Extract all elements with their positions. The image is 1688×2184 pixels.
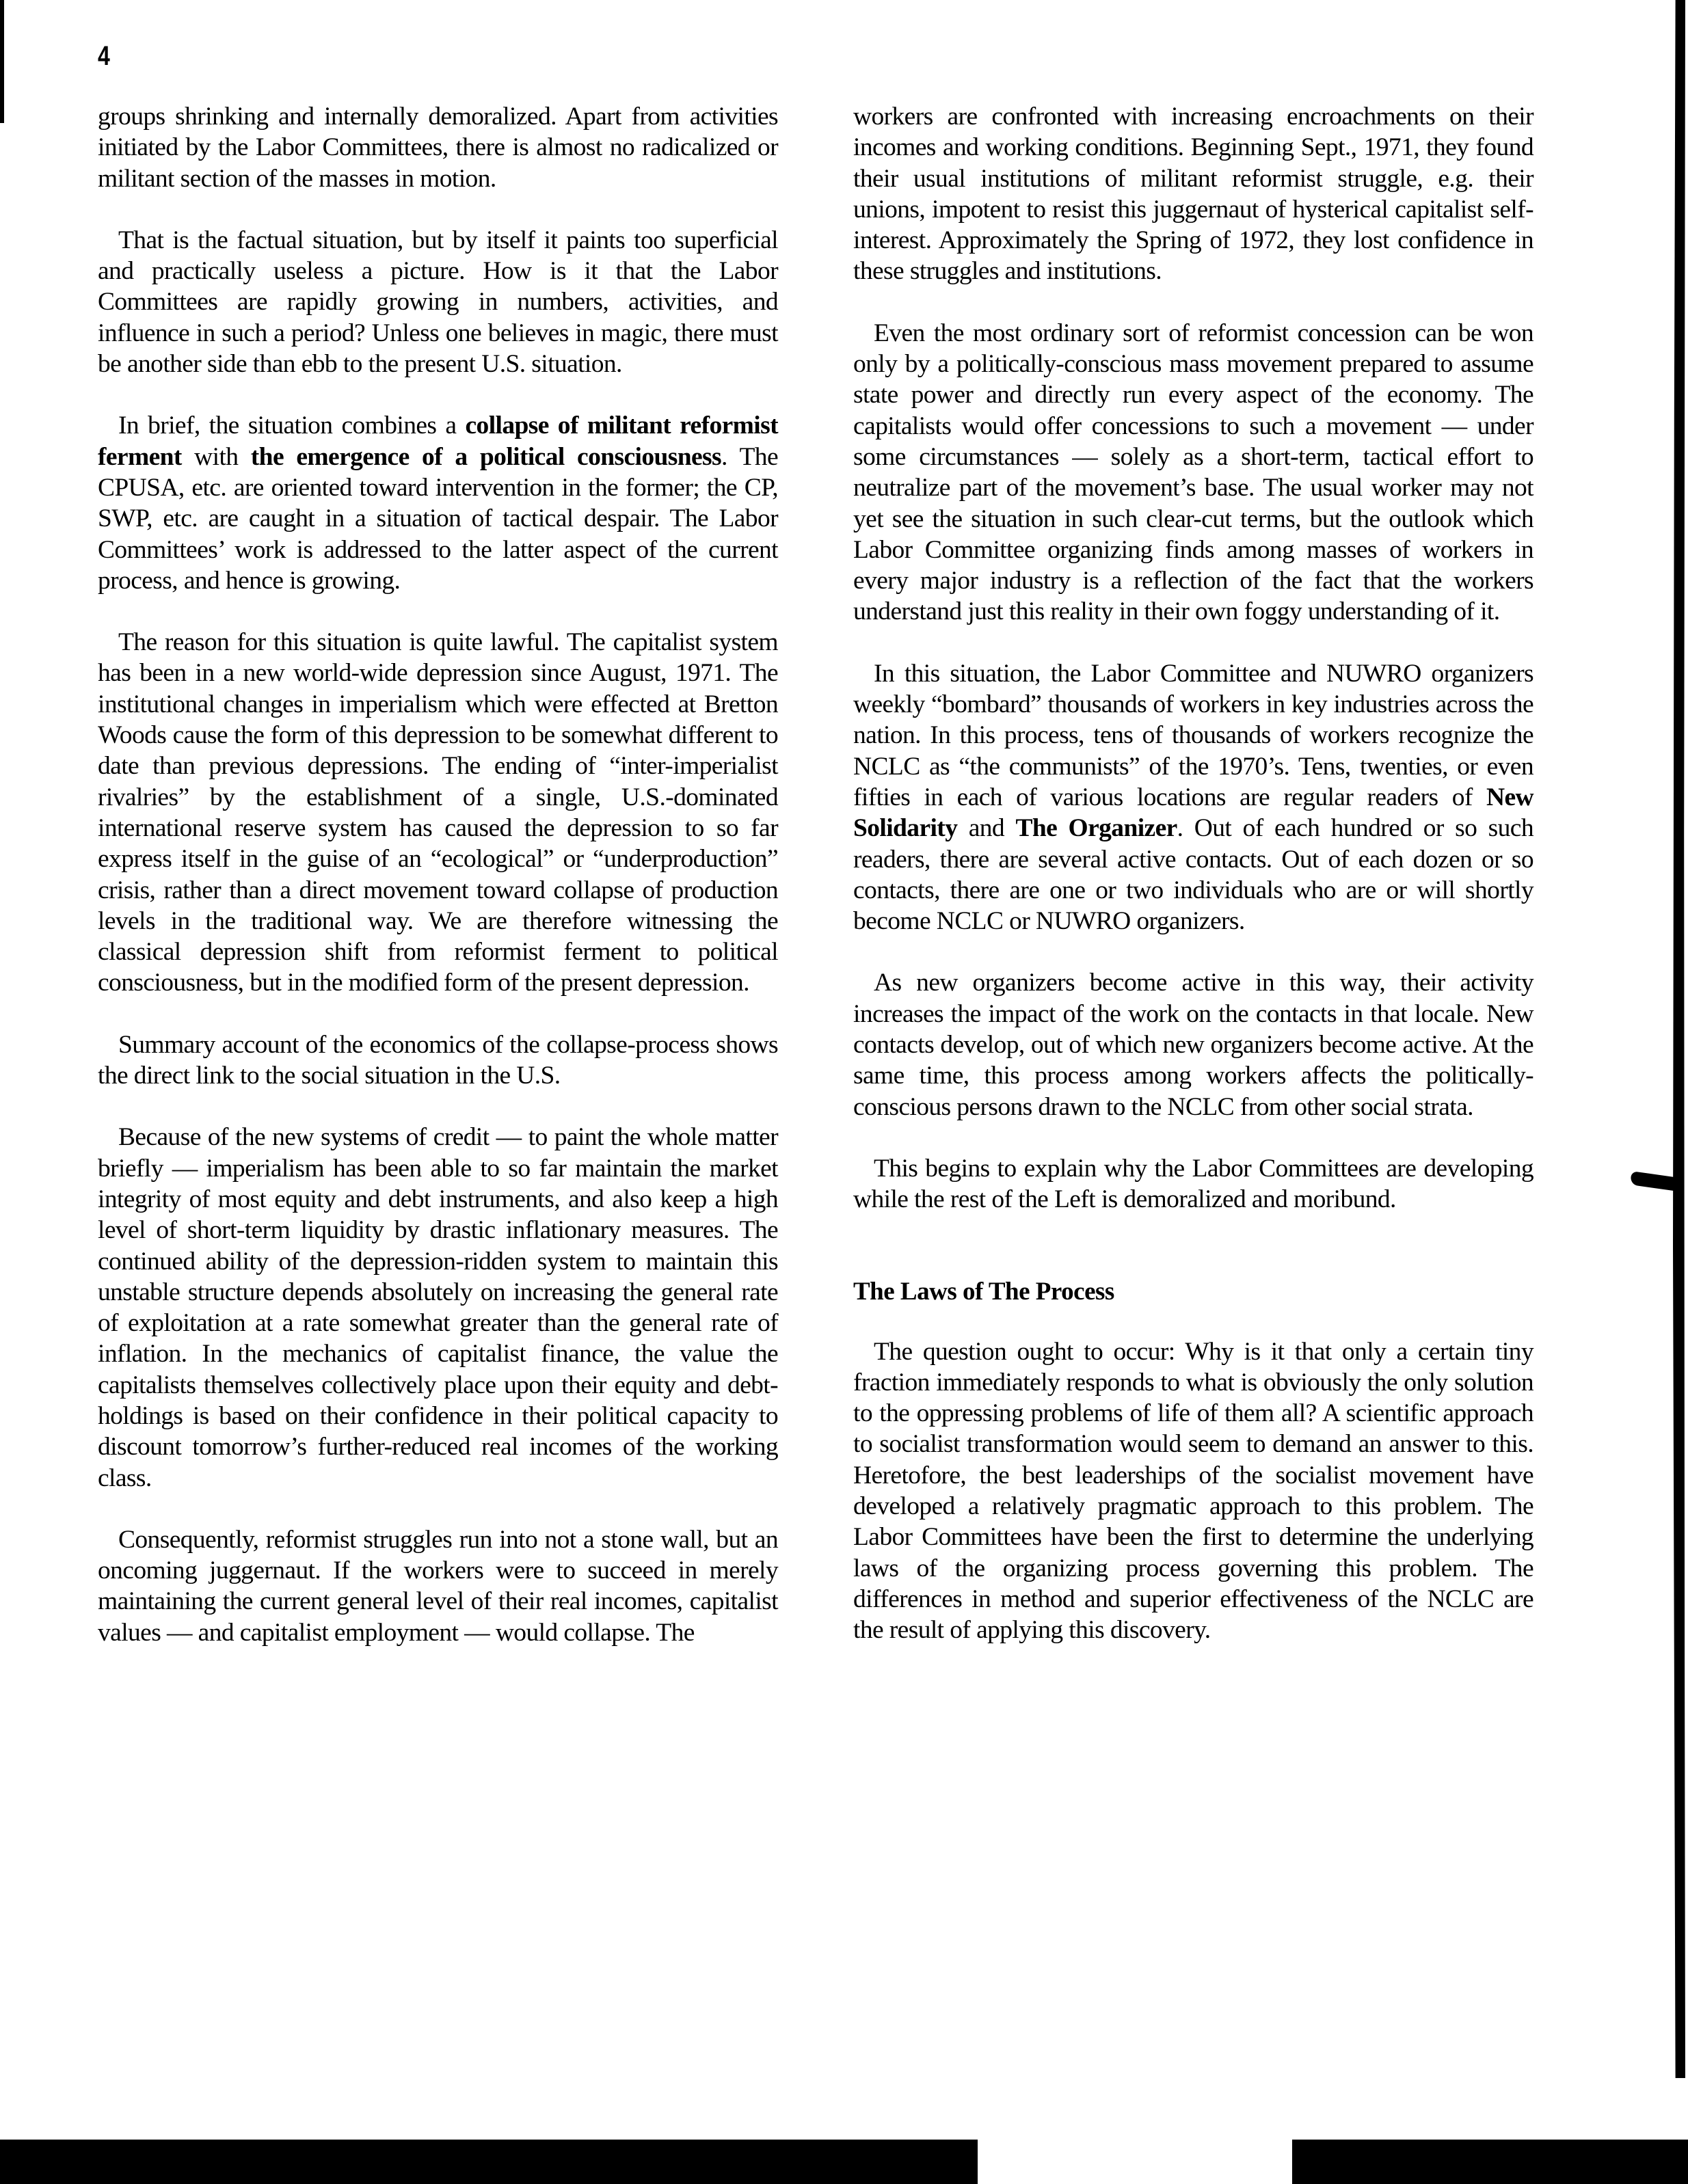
publication-title: New Solidarity	[853, 783, 1533, 843]
paragraph: The reason for this situation is quite lawful. The capitalist system has been in a new world-wide depression since August, 1971. The institutional changes in imperialism which were effected at Bretton Woods cause the form of this depression to be somewhat different to date than previous depressions. The ending of “inter-imperialist rivalries” by the establishment of a single, U.S.-dominated international reserve system has caused the depression to so far express itself in the guise of an “ecological” or “underproduction” crisis, rather than a direct movement toward collapse of production levels in the traditional way. We are therefore witnessing the classical depression shift from reformist ferment to political consciousness, but in the modified form of the present depression.	[98, 628, 778, 997]
emphasis-text: collapse of militant reformist ferment	[98, 412, 778, 471]
paragraph: groups shrinking and internally demoralized. Apart from activities initiated by the Labor Committees, there is almost no radicalized or militant section of the masses in motion.	[98, 103, 778, 193]
paragraph: Even the most ordinary sort of reformist concession can be won only by a politically-conscious mass movement prepared to assume state power and directly run every aspect of the economy. The capitalists would offer concessions to such a movement — under some circumstances — solely as a short-term, tactical effort to neutralize part of the movement’s base. The usual worker may not yet see the situation in such clear-cut terms, but the outlook which Labor Committee organizing finds among masses of workers in every major industry is a reflection of the fact that the workers understand just this reality in their own foggy understanding of it.	[853, 319, 1533, 626]
text-run: . Out of each hundred or so such readers, there are several active contacts. Out of each dozen or so contacts, there are one or two individuals who are or will shortly become NCLC or NUWRO organizers.	[853, 814, 1533, 936]
paragraph: Because of the new systems of credit — to paint the whole matter briefly — imperialism has been able to so far maintain the market integrity of most equity and debt instruments, and also keep a high level of short-term liquidity by drastic inflationary measures. The continued ability of the depression-ridden system to maintain this unstable structure depends absolutely on increasing the general rate of exploitation at a rate somewhat greater than the general rate of inflation. In the mechanics of capitalist finance, the value the capitalists themselves collectively place upon their equity and debt-holdings is based on their confidence in their political capacity to discount tomorrow’s further-reduced real incomes of the working class.	[98, 1123, 778, 1492]
paragraph: That is the factual situation, but by itself it paints too superficial and practically useless a picture. How is it that the Labor Committees are rapidly growing in numbers, activities, and influence in such a period? Unless one believes in magic, there must be another side than ebb to the present U.S. situation.	[98, 226, 778, 379]
paragraph: workers are confronted with increasing encroachments on their incomes and working conditions. Beginning Sept., 1971, they found their usual institutions of militant reformist struggle, e.g. their unions, impotent to resist this juggernaut of hysterical capitalist self-interest. Approximately the Spring of 1972, they lost confidence in these struggles and institutions.	[853, 103, 1533, 286]
text-run: . The CPUSA, etc. are oriented toward intervention in the former; the CP, SWP, etc. are caught in a situation of tactical despair. The Labor Committees’ work is addressed to the latter aspect of the current process, and hence is growing.	[98, 442, 778, 595]
scan-binding-clip	[1630, 1171, 1679, 1191]
paragraph: Consequently, reformist struggles run into not a stone wall, but an oncoming juggernaut. If the workers were to succeed in merely maintaining the current general level of their real incomes, capitalist values — and capitalist employment — would collapse. The	[98, 1525, 778, 1647]
publication-title: The Organizer	[1015, 814, 1177, 843]
paragraph	[98, 410, 778, 596]
text-run: In brief, the situation combines a	[118, 412, 466, 440]
page-number: 4	[98, 41, 110, 71]
emphasis-text: the emergence of a political consciousness	[250, 442, 722, 471]
scan-binding-edge-left	[0, 0, 4, 123]
paragraph: This begins to explain why the Labor Committees are developing while the rest of the Left is demoralized and moribund.	[853, 1154, 1533, 1214]
paragraph: As new organizers become active in this way, their activity increases the impact of the work on the contacts in that locale. New contacts develop, out of which new organizers become active. At the same time, this process among workers affects the politically-conscious persons drawn to the NCLC from other social strata.	[853, 969, 1533, 1121]
scan-bottom-border-right	[1292, 2140, 1688, 2184]
paragraph: Summary account of the economics of the collapse-process shows the direct link to the social situation in the U.S.	[98, 1030, 778, 1090]
text-run: and	[957, 814, 1016, 843]
left-column	[98, 101, 778, 1679]
section-heading: The Laws of The Process	[853, 1277, 1114, 1306]
paragraph: The question ought to occur: Why is it that only a certain tiny fraction immediately responds to what is obviously the only solution to the oppressing problems of life of them all? A scientific approach to socialist transformation would seem to demand an answer to this. Heretofore, the best leaderships of the socialist movement have developed a relatively pragmatic approach to this problem. The Labor Committees have been the first to determine the underlying laws of the organizing process governing this problem. The differences in method and superior effectiveness of the NCLC are the result of applying this discovery.	[853, 1337, 1533, 1645]
paragraph	[853, 658, 1533, 937]
scan-bottom-border-left	[0, 2140, 978, 2184]
right-column	[853, 101, 1533, 1676]
scan-binding-edge-right	[1673, 0, 1685, 2078]
text-run: with	[181, 442, 251, 471]
text-run: In this situation, the Labor Committee and NUWRO organizers weekly “bombard” thousands of workers in key industries across the nation. In this process, tens of thousands of workers recognize the NCLC as “the communists” of the 1970’s. Tens, twenties, or even fifties in each of various locations are regular readers of	[853, 659, 1533, 811]
